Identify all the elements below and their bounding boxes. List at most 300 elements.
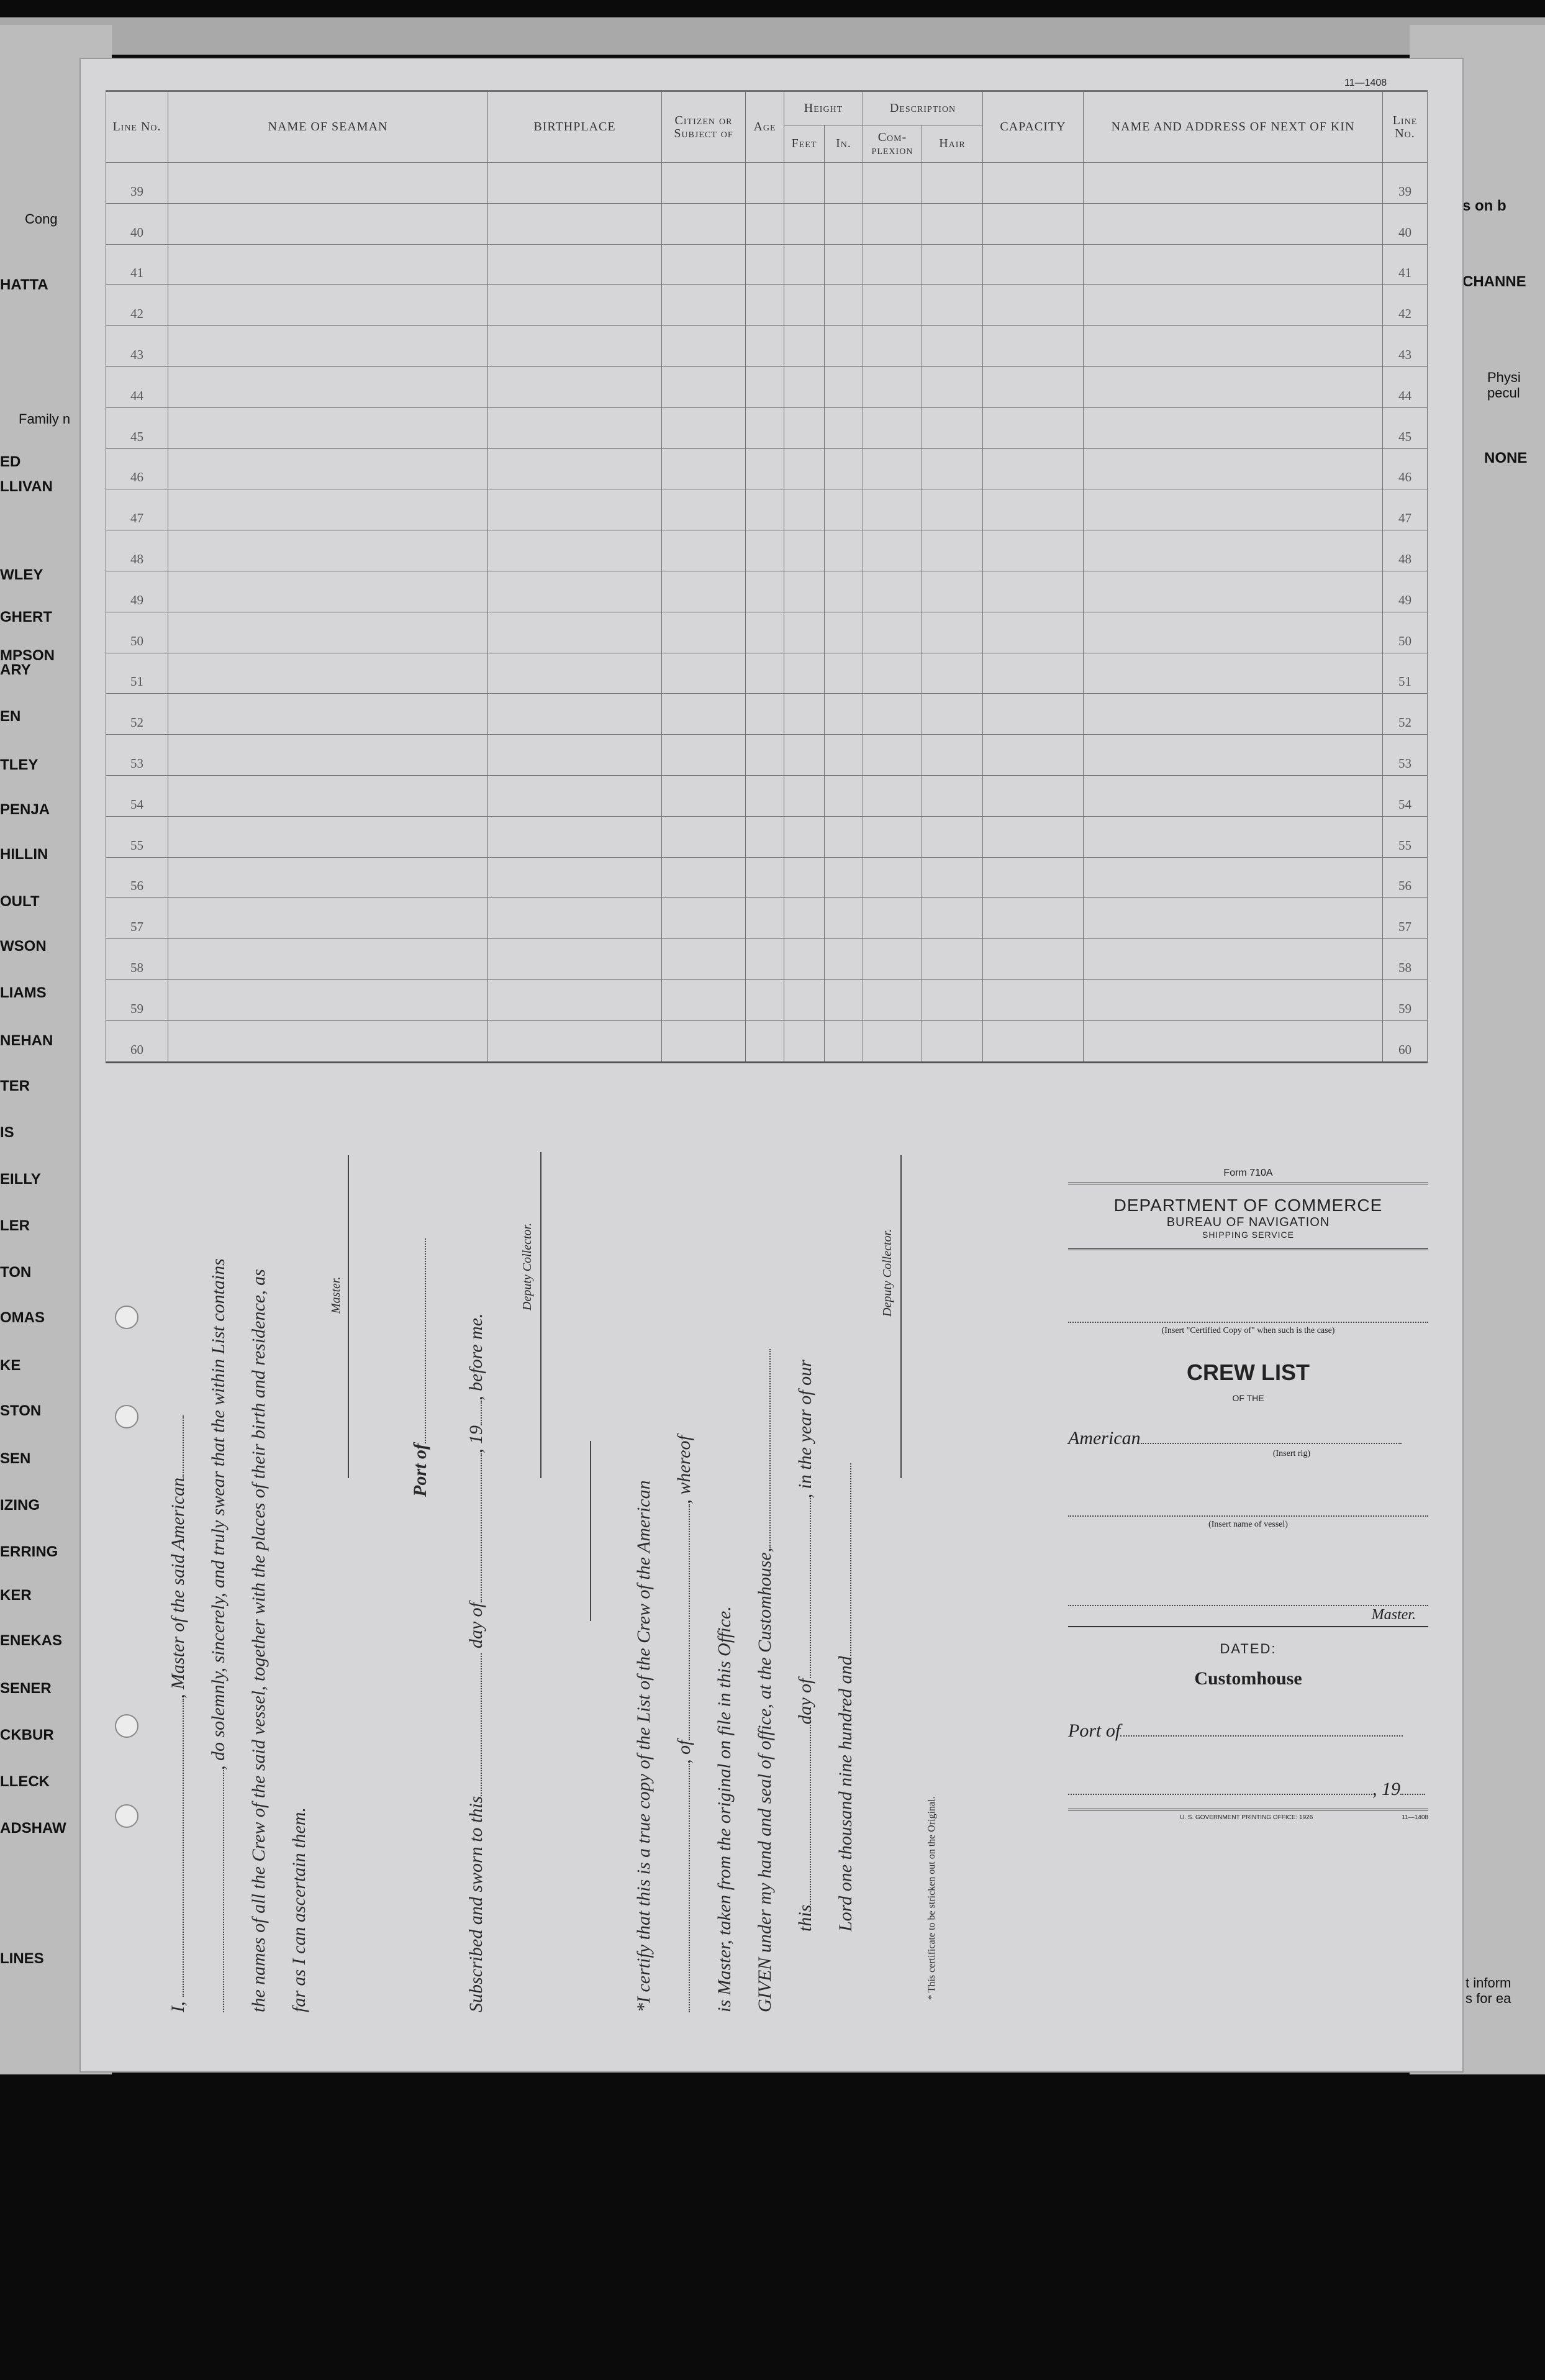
table-cell (168, 244, 488, 285)
line-number-right: 47 (1383, 489, 1428, 530)
table-row (106, 407, 1428, 448)
table-cell (746, 244, 784, 285)
underlay-left-fragment: SENER (0, 1680, 52, 1697)
underlay-left-fragment: LIAMS (0, 984, 47, 1001)
underlay-left-fragment: ARY (0, 661, 31, 678)
table-cell (1084, 163, 1383, 204)
line-number: 45 (106, 407, 168, 448)
punch-hole (115, 1804, 138, 1828)
header-next-of-kin: NAME AND ADDRESS OF NEXT OF KIN (1084, 91, 1383, 163)
table-cell (168, 285, 488, 326)
table-cell (922, 979, 983, 1020)
underlay-right-fragment: t inform (1466, 1975, 1511, 1991)
crew-table-body (106, 163, 1428, 1063)
table-cell (825, 612, 863, 653)
line-number: 42 (106, 285, 168, 326)
table-cell (488, 775, 662, 816)
header-inches: In. (825, 125, 863, 163)
line-number-right: 49 (1383, 571, 1428, 612)
table-cell (488, 244, 662, 285)
line-number: 49 (106, 571, 168, 612)
table-row (106, 612, 1428, 653)
header-capacity: CAPACITY (983, 91, 1084, 163)
table-cell (746, 694, 784, 735)
table-cell (746, 816, 784, 857)
table-cell (825, 489, 863, 530)
table-cell (922, 530, 983, 571)
table-cell (983, 1020, 1084, 1062)
line-number: 55 (106, 816, 168, 857)
oath-subscribed: Subscribed and sworn to this day of, 19, before me. (466, 1313, 486, 2012)
line-number-right: 43 (1383, 326, 1428, 367)
oath-line-1: I, , Master of the said American (168, 1415, 189, 2012)
table-cell (922, 735, 983, 776)
header-description: Description (863, 91, 983, 125)
table-cell (488, 979, 662, 1020)
line-number: 39 (106, 163, 168, 204)
underlay-left-fragment: KE (0, 1357, 21, 1374)
table-cell (825, 979, 863, 1020)
oath-line-2: , do solemnly, sincerely, and truly swear that the within List contains (208, 1258, 229, 2012)
line-number-right: 60 (1383, 1020, 1428, 1062)
table-cell (746, 407, 784, 448)
underlay-left-fragment: Cong (25, 211, 58, 227)
table-cell (825, 285, 863, 326)
printer-row (1068, 1814, 1428, 1821)
line-number-right: 50 (1383, 612, 1428, 653)
table-cell (168, 612, 488, 653)
table-cell (746, 530, 784, 571)
table-cell (746, 203, 784, 244)
table-cell (1084, 979, 1383, 1020)
underlay-left-fragment: LLECK (0, 1773, 50, 1790)
table-cell (662, 366, 746, 407)
table-cell (168, 571, 488, 612)
table-cell (825, 326, 863, 367)
table-cell (922, 407, 983, 448)
underlying-page-top-edge (0, 17, 1545, 55)
table-row (106, 326, 1428, 367)
table-cell (825, 653, 863, 694)
table-cell (1084, 571, 1383, 612)
table-cell (1084, 285, 1383, 326)
certificate-signature-line (900, 1155, 902, 1478)
table-row (106, 775, 1428, 816)
master-label: Master. (329, 1276, 343, 1314)
table-cell (863, 203, 922, 244)
line-number-right: 51 (1383, 653, 1428, 694)
table-cell (983, 448, 1084, 489)
table-cell (983, 939, 1084, 980)
table-cell (784, 407, 825, 448)
table-cell (488, 612, 662, 653)
underlay-left-fragment: IZING (0, 1497, 40, 1514)
table-row (106, 244, 1428, 285)
table-cell (983, 694, 1084, 735)
table-cell (825, 571, 863, 612)
table-cell (168, 530, 488, 571)
table-cell (863, 898, 922, 939)
table-cell (983, 612, 1084, 653)
table-cell (784, 244, 825, 285)
table-cell (983, 407, 1084, 448)
table-cell (662, 203, 746, 244)
table-cell (825, 735, 863, 776)
table-cell (784, 203, 825, 244)
underlay-left-fragment: PENJA (0, 801, 50, 818)
punch-hole (115, 1714, 138, 1738)
table-cell (863, 163, 922, 204)
underlay-left-fragment: TON (0, 1264, 32, 1281)
table-cell (825, 163, 863, 204)
table-cell (662, 775, 746, 816)
table-cell (168, 694, 488, 735)
table-cell (863, 530, 922, 571)
table-cell (922, 694, 983, 735)
table-cell (983, 775, 1084, 816)
line-number: 48 (106, 530, 168, 571)
line-number-right: 57 (1383, 898, 1428, 939)
table-row (106, 979, 1428, 1020)
table-cell (746, 979, 784, 1020)
divider-rule (590, 1441, 591, 1621)
header-complexion: Com- plexion (863, 125, 922, 163)
table-row (106, 203, 1428, 244)
table-cell (825, 694, 863, 735)
table-cell (488, 1020, 662, 1062)
table-cell (662, 653, 746, 694)
underlay-left-fragment: GHERT (0, 609, 52, 625)
cert-line-2: , of, whereof (674, 1435, 695, 2012)
table-cell (746, 1020, 784, 1062)
line-number-right: 48 (1383, 530, 1428, 571)
table-cell (168, 775, 488, 816)
line-number: 58 (106, 939, 168, 980)
table-cell (863, 816, 922, 857)
table-cell (168, 448, 488, 489)
table-cell (983, 285, 1084, 326)
table-cell (662, 489, 746, 530)
underlay-left-fragment: ED (0, 453, 21, 470)
table-cell (922, 326, 983, 367)
certified-copy-line (1068, 1322, 1428, 1323)
cover-form-id: 11—1408 (1402, 1814, 1428, 1821)
table-cell (662, 163, 746, 204)
of-the: OF THE (1232, 1393, 1264, 1403)
punch-hole (115, 1306, 138, 1329)
table-cell (863, 244, 922, 285)
table-row (106, 571, 1428, 612)
table-row (106, 530, 1428, 571)
table-cell (922, 775, 983, 816)
underlay-left-fragment: ENEKAS (0, 1632, 63, 1649)
line-number: 54 (106, 775, 168, 816)
table-cell (983, 571, 1084, 612)
table-cell (922, 163, 983, 204)
line-number: 56 (106, 857, 168, 898)
table-cell (983, 816, 1084, 857)
table-cell (784, 816, 825, 857)
line-number: 47 (106, 489, 168, 530)
underlay-left-fragment: OULT (0, 893, 40, 910)
table-cell (488, 653, 662, 694)
table-cell (488, 489, 662, 530)
line-number-right: 53 (1383, 735, 1428, 776)
line-number: 50 (106, 612, 168, 653)
line-number: 52 (106, 694, 168, 735)
table-cell (784, 735, 825, 776)
line-number: 44 (106, 366, 168, 407)
table-row (106, 735, 1428, 776)
table-cell (922, 653, 983, 694)
table-cell (784, 857, 825, 898)
table-cell (746, 571, 784, 612)
table-cell (488, 163, 662, 204)
cover-date-line: , 19 (1068, 1779, 1428, 1800)
table-cell (784, 326, 825, 367)
underlay-left-fragment: IS (0, 1124, 14, 1141)
line-number: 41 (106, 244, 168, 285)
table-cell (784, 979, 825, 1020)
table-cell (168, 898, 488, 939)
table-cell (922, 939, 983, 980)
department: DEPARTMENT OF COMMERCE (1113, 1196, 1383, 1215)
line-number-right: 46 (1383, 448, 1428, 489)
cover-master-label: Master. (1371, 1607, 1416, 1623)
table-cell (784, 285, 825, 326)
underlay-left-fragment: EILLY (0, 1171, 41, 1188)
table-cell (488, 939, 662, 980)
line-number: 57 (106, 898, 168, 939)
table-cell (488, 898, 662, 939)
table-cell (662, 244, 746, 285)
table-row (106, 939, 1428, 980)
underlay-left-fragment: TER (0, 1078, 30, 1094)
table-cell (1084, 735, 1383, 776)
table-row (106, 366, 1428, 407)
underlay-right-fragment: s for ea (1466, 1991, 1511, 2006)
cert-line-4: GIVEN under my hand and seal of office, at the Customhouse, (754, 1349, 776, 2012)
table-cell (863, 653, 922, 694)
header-hair: Hair (922, 125, 983, 163)
table-cell (983, 203, 1084, 244)
table-cell (825, 530, 863, 571)
collector-signature-line (540, 1152, 541, 1478)
table-cell (662, 571, 746, 612)
underlay-left-fragment: OMAS (0, 1309, 45, 1326)
table-cell (983, 366, 1084, 407)
table-cell (662, 939, 746, 980)
table-cell (784, 448, 825, 489)
table-cell (1084, 939, 1383, 980)
table-cell (863, 979, 922, 1020)
table-cell (1084, 530, 1383, 571)
table-cell (922, 571, 983, 612)
table-cell (662, 530, 746, 571)
table-cell (784, 694, 825, 735)
table-cell (168, 735, 488, 776)
table-cell (168, 407, 488, 448)
table-cell (922, 1020, 983, 1062)
line-number-right: 42 (1383, 285, 1428, 326)
punch-hole (115, 1405, 138, 1428)
table-cell (746, 939, 784, 980)
table-cell (746, 285, 784, 326)
table-cell (1084, 448, 1383, 489)
table-cell (168, 163, 488, 204)
line-number-right: 59 (1383, 979, 1428, 1020)
table-cell (746, 898, 784, 939)
table-cell (983, 735, 1084, 776)
table-cell (784, 898, 825, 939)
table-cell (488, 857, 662, 898)
cert-line-5: thisday of, in the year of our (795, 1360, 815, 1932)
master-signature-line (348, 1155, 349, 1478)
line-number-right: 56 (1383, 857, 1428, 898)
table-cell (746, 326, 784, 367)
table-cell (922, 244, 983, 285)
underlay-left-fragment: LINES (0, 1950, 44, 1967)
underlay-left-fragment: LER (0, 1217, 30, 1234)
line-number-right: 44 (1383, 366, 1428, 407)
table-cell (825, 857, 863, 898)
table-row (106, 448, 1428, 489)
underlay-left-fragment: Family n (19, 411, 71, 427)
table-cell (488, 694, 662, 735)
insert-rig: (Insert rig) (1272, 1449, 1311, 1458)
table-cell (662, 612, 746, 653)
line-number: 46 (106, 448, 168, 489)
table-cell (922, 285, 983, 326)
table-cell (168, 939, 488, 980)
table-cell (784, 163, 825, 204)
line-number: 59 (106, 979, 168, 1020)
table-cell (825, 898, 863, 939)
table-cell (863, 285, 922, 326)
underlay-left-fragment: STON (0, 1402, 42, 1419)
table-cell (662, 735, 746, 776)
table-cell (746, 857, 784, 898)
table-cell (488, 735, 662, 776)
line-number-right: 45 (1383, 407, 1428, 448)
table-cell (1084, 407, 1383, 448)
table-cell (863, 366, 922, 407)
table-cell (488, 448, 662, 489)
table-cell (662, 285, 746, 326)
line-number-right: 54 (1383, 775, 1428, 816)
american-line: American (1068, 1428, 1428, 1449)
table-cell (863, 612, 922, 653)
table-cell (983, 979, 1084, 1020)
underlay-left-fragment: LLIVAN (0, 478, 53, 495)
table-cell (1084, 1020, 1383, 1062)
oath-line-3: the names of all the Crew of the said vessel, together with the places of their birth and residence, as (248, 1269, 269, 2012)
master-line (1068, 1605, 1428, 1606)
table-cell (488, 366, 662, 407)
table-cell (1084, 775, 1383, 816)
table-cell (825, 775, 863, 816)
table-cell (922, 857, 983, 898)
table-cell (863, 1020, 922, 1062)
form-id-top: 11—1408 (1344, 78, 1387, 88)
underlay-right-fragment: s on b (1462, 198, 1506, 214)
crew-table (106, 90, 1428, 1063)
table-cell (983, 326, 1084, 367)
table-cell (746, 163, 784, 204)
table-row (106, 653, 1428, 694)
table-cell (746, 775, 784, 816)
table-cell (922, 898, 983, 939)
table-cell (662, 816, 746, 857)
underlay-right-fragment: CHANNE (1462, 273, 1526, 290)
service: SHIPPING SERVICE (1202, 1230, 1294, 1240)
table-cell (983, 530, 1084, 571)
underlay-left-fragment: ERRING (0, 1543, 58, 1560)
deputy-collector-label: Deputy Collector. (520, 1222, 534, 1310)
line-number-right: 52 (1383, 694, 1428, 735)
table-row (106, 1020, 1428, 1062)
table-cell (983, 898, 1084, 939)
form-number: Form 710A (1223, 1168, 1273, 1178)
line-number-right: 41 (1383, 244, 1428, 285)
table-cell (168, 857, 488, 898)
table-cell (784, 939, 825, 980)
table-cell (922, 612, 983, 653)
table-cell (1084, 898, 1383, 939)
header-line-no: Line No. (106, 91, 168, 163)
table-cell (784, 366, 825, 407)
table-cell (1084, 816, 1383, 857)
table-cell (488, 203, 662, 244)
table-cell (825, 366, 863, 407)
table-cell (825, 816, 863, 857)
underlay-left-fragment: KER (0, 1587, 32, 1604)
table-cell (863, 448, 922, 489)
table-row (106, 694, 1428, 735)
table-cell (825, 448, 863, 489)
underlay-left-fragment: NEHAN (0, 1032, 53, 1049)
header-citizen: Citizen or Subject of (662, 91, 746, 163)
header-line-no-right: Line No. (1383, 91, 1428, 163)
table-cell (825, 1020, 863, 1062)
table-cell (863, 775, 922, 816)
underlay-right-fragment: NONE (1484, 450, 1528, 466)
table-cell (1084, 857, 1383, 898)
table-cell (168, 653, 488, 694)
cover-panel (1068, 1168, 1428, 1821)
underlay-left-fragment: HILLIN (0, 846, 48, 863)
table-cell (746, 612, 784, 653)
underlay-left-fragment: MPSON (0, 647, 55, 664)
table-cell (863, 326, 922, 367)
table-cell (662, 857, 746, 898)
table-cell (784, 653, 825, 694)
header-feet: Feet (784, 125, 825, 163)
vessel-name-line (1068, 1515, 1428, 1517)
table-cell (488, 407, 662, 448)
table-cell (825, 244, 863, 285)
underlay-left-fragment: TLEY (0, 756, 39, 773)
line-number: 53 (106, 735, 168, 776)
underlay-left-fragment: HATTA (0, 276, 48, 293)
table-cell (488, 530, 662, 571)
table-cell (1084, 694, 1383, 735)
cert-deputy-label: Deputy Collector. (881, 1229, 894, 1317)
table-row (106, 857, 1428, 898)
crew-list-title: CREW LIST (1187, 1360, 1310, 1385)
insert-vessel-name: (Insert name of vessel) (1208, 1520, 1288, 1529)
table-cell (784, 775, 825, 816)
